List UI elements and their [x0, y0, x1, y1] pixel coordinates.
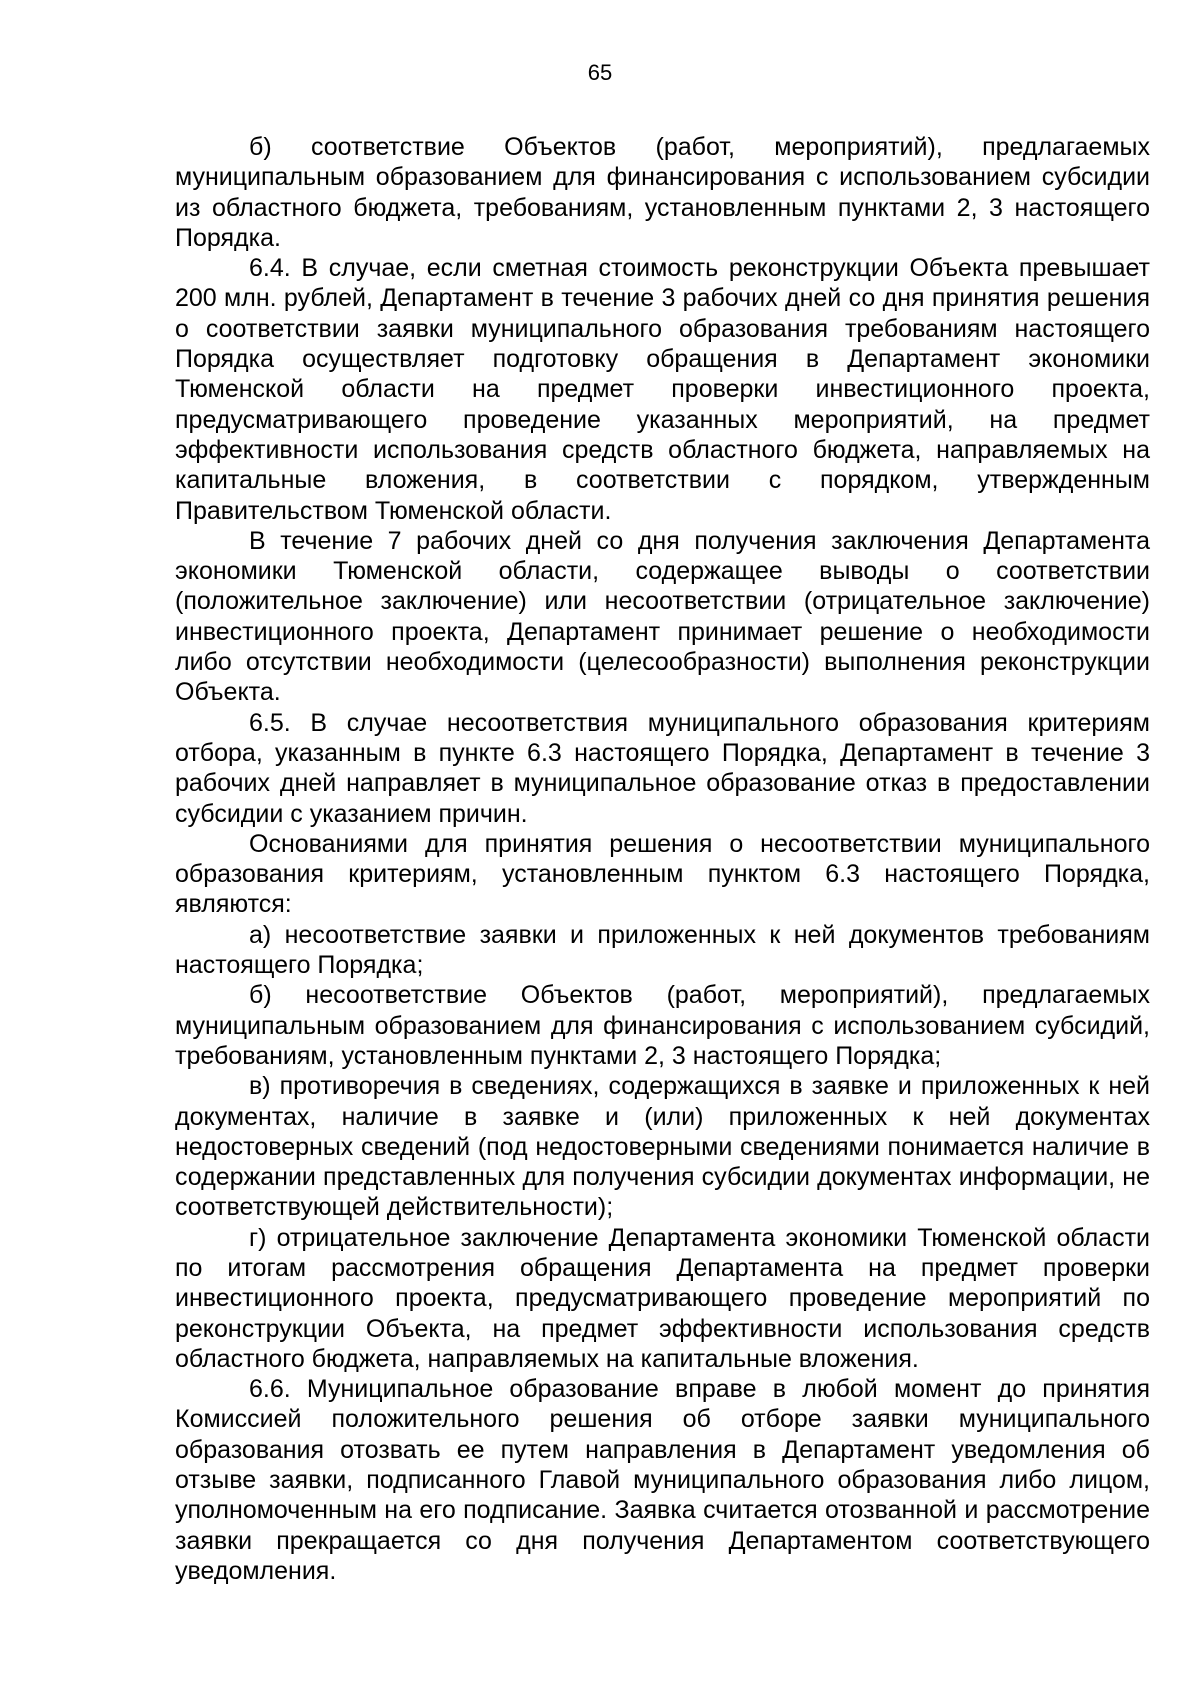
paragraph-7-days-decision: В течение 7 рабочих дней со дня получения заключения Департамента экономики Тюменской области, содержащее выводы о соответствии (положительное заключение) или несоответствии (отрицательное заключение) инвестиционного проекта, Департамент принимает решение о необходимости либо отсутствии необходимости (целесообразности) выполнения реконструкции Объекта.: [175, 526, 1150, 707]
list-item-a: а) несоответствие заявки и приложенных к ней документов требованиям настоящего Порядка;: [175, 920, 1150, 980]
document-body: [175, 132, 1150, 1586]
paragraph-6-6: 6.6. Муниципальное образование вправе в любой момент до принятия Комиссией положительного решения об отборе заявки муниципального образования отозвать ее путем направления в Департамент уведомления об отзыве заявки, подписанного Главой муниципального образования либо лицом, уполномоченным на его подписание. Заявка считается отозванной и рассмотрение заявки прекращается со дня получения Департаментом соответствующего уведомления.: [175, 1375, 1150, 1585]
list-item-b: б) несоответствие Объектов (работ, мероприятий), предлагаемых муниципальным образованием для финансирования с использованием субсидий, требованиям, установленным пунктами 2, 3 настоящего Порядка;: [175, 981, 1150, 1070]
paragraph-grounds-intro: Основаниями для принятия решения о несоответствии муниципального образования критериям, установленным пунктом 6.3 настоящего Порядка, являются:: [175, 829, 1150, 919]
page-number: 65: [587, 60, 613, 85]
paragraph-6-4: 6.4. В случае, если сметная стоимость реконструкции Объекта превышает 200 млн. рублей, Департамент в течение 3 рабочих дней со дня принятия решения о соответствии заявки муниципального образования требованиям настоящего Порядка осуществляет подготовку обращения в Департамент экономики Тюменской области на предмет проверки инвестиционного проекта, предусматривающего проведение указанных мероприятий, на предмет эффективности использования средств областного бюджета, направляемых на капитальные вложения, в соответствии с порядком, утвержденным Правительством Тюменской области.: [175, 254, 1150, 525]
list-item-g: г) отрицательное заключение Департамента экономики Тюменской области по итогам рассмотрения обращения Департамента на предмет проверки инвестиционного проекта, предусматривающего проведение мероприятий по реконструкции Объекта, на предмет эффективности использования средств областного бюджета, направляемых на капитальные вложения.: [175, 1223, 1150, 1373]
paragraph-b-objects-compliance: б) соответствие Объектов (работ, мероприятий), предлагаемых муниципальным образованием для финансирования с использованием субсидии из областного бюджета, требованиям, установленным пунктами 2, 3 настоящего Порядка.: [175, 133, 1150, 252]
paragraph-6-5: 6.5. В случае несоответствия муниципального образования критериям отбора, указанным в пункте 6.3 настоящего Порядка, Департамент в течение 3 рабочих дней направляет в муниципальное образование отказ в предоставлении субсидии с указанием причин.: [175, 708, 1150, 828]
list-item-v: в) противоречия в сведениях, содержащихся в заявке и приложенных к ней документах, наличие в заявке и (или) приложенных к ней документах недостоверных сведений (под недостоверными сведениями понимается наличие в содержании представленных для получения субсидии документах информации, не соответствующей действительности);: [175, 1072, 1150, 1222]
